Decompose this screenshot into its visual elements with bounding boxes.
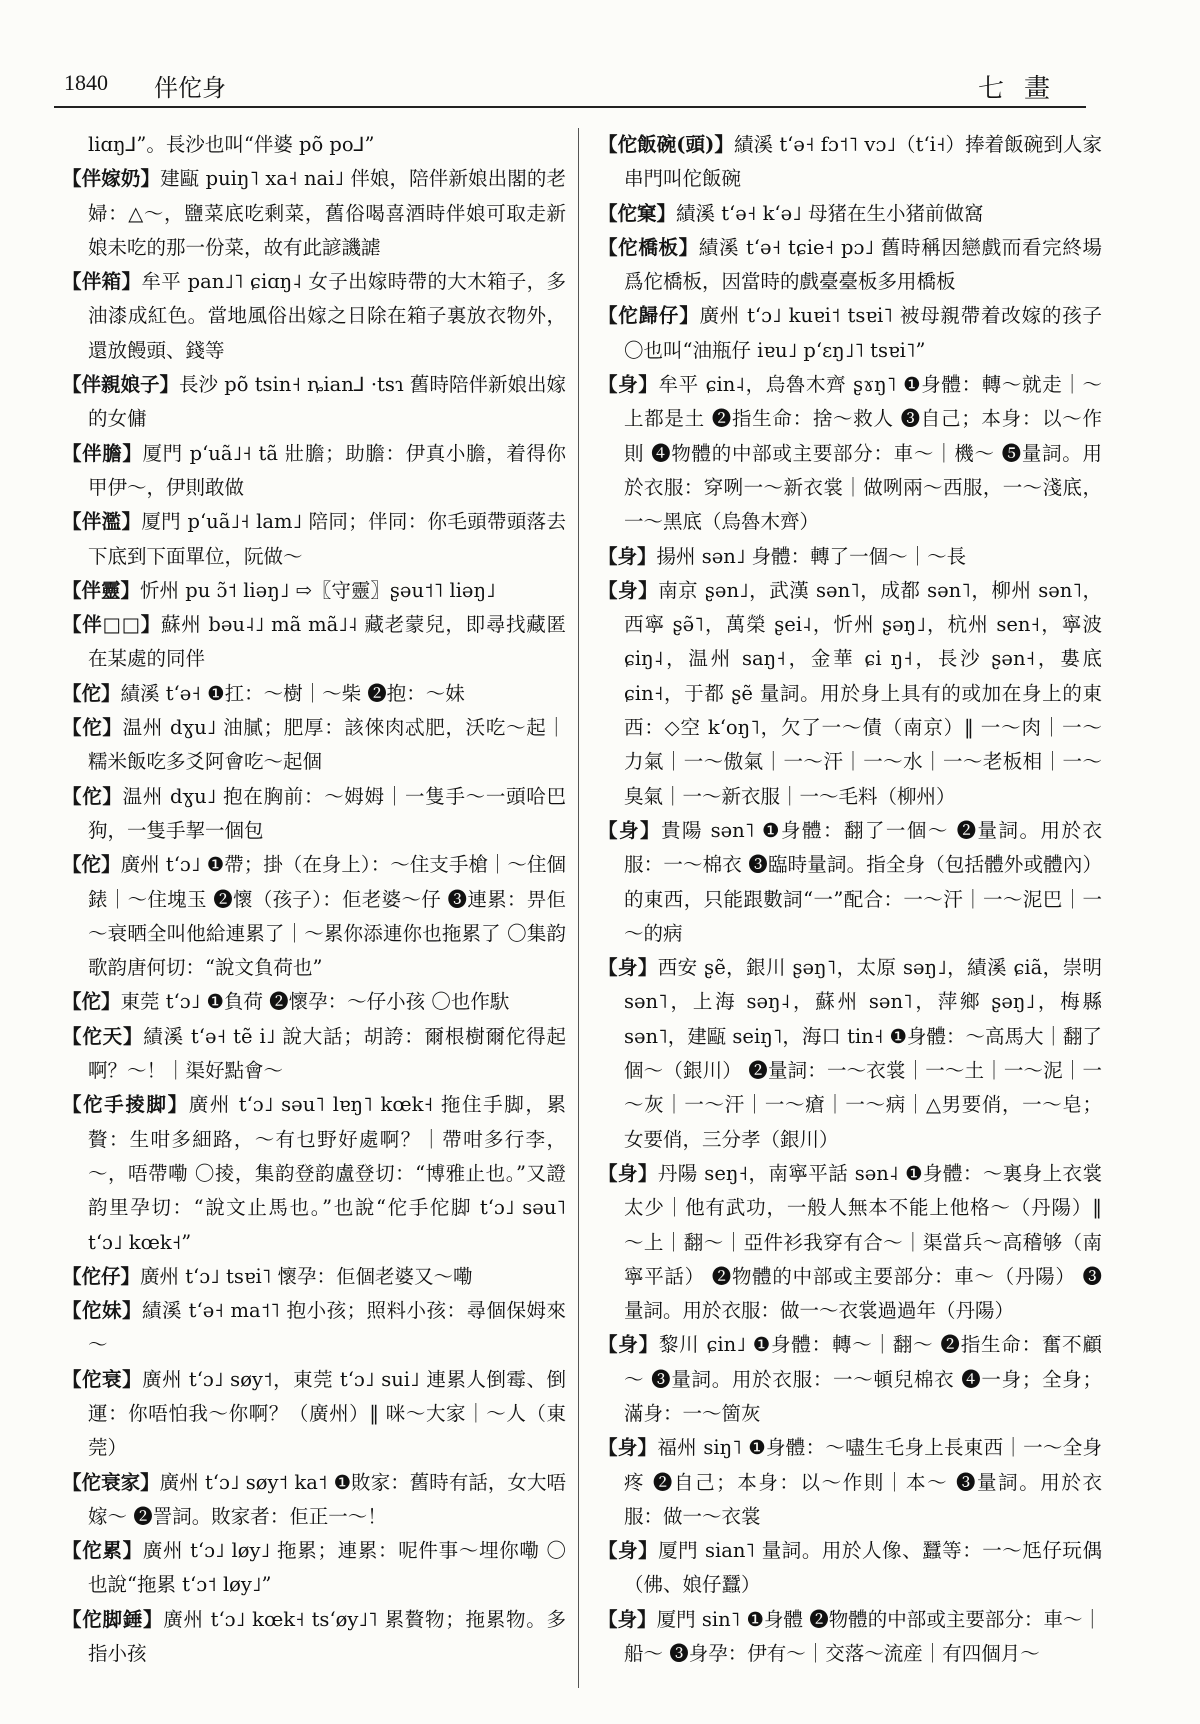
entry-definition: 廣州 tʻɔ˩ søy˦ ka˦ ❶敗家：舊時有話，女大唔嫁～ ❷詈詞。敗家者：佢正一～！ [88, 1470, 566, 1528]
entry-headword: 【佗】 [62, 784, 123, 808]
entry-definition: 厦門 sin˥ ❶身體 ❷物體的中部或主要部分：車～｜船～ ❸身孕：伊有～｜交落～流産｜有四個月～ [624, 1607, 1102, 1666]
dictionary-entry [62, 265, 566, 368]
entry-headword: 【佗累】 [62, 1539, 143, 1563]
dictionary-entry [62, 128, 566, 162]
dictionary-entry [62, 574, 566, 608]
dictionary-entry [598, 540, 1102, 574]
entry-headword: 【佗衰】 [62, 1367, 143, 1391]
entry-headword: 【伴箱】 [62, 270, 142, 294]
entry-definition: 揚州 sən˩ 身體：轉了一個～｜～長 [656, 544, 967, 568]
entry-headword: 【佗歸仔】 [598, 304, 700, 328]
entry-definition: 厦門 pʻuã˩˧ lam˩ 陪同；伴同：你毛頭帶頭落去下底到下面單位，阮做～ [88, 510, 566, 568]
entry-definition: 廣州 tʻɔ˩ kuɐi˦ tsɐi˥ 被母親帶着改嫁的孩子 〇也叫“油瓶仔 iɐu˩ pʻɛŋ˩˥ tsɐi˥” [624, 304, 1102, 362]
entry-definition: 福州 siŋ˥ ❶身體：～嚍生乇身上長東西｜一～全身疼 ❷自己；本身：以～作則｜本～ ❸量詞。用於衣服：做一～衣裳 [624, 1436, 1102, 1528]
dictionary-entry [62, 505, 566, 574]
dictionary-entry [598, 1328, 1102, 1431]
dictionary-entry [62, 437, 566, 506]
dictionary-entry [62, 608, 566, 677]
dictionary-entry [62, 1534, 566, 1603]
entry-headword: 【伴濫】 [62, 510, 142, 534]
entry-headword: 【佗】 [62, 716, 123, 740]
left-column [62, 128, 566, 1688]
entry-headword: 【佗】 [62, 681, 121, 705]
entry-definition: 牟平 pan˩˥ ɕiɑŋ˨ 女子出嫁時帶的大木箱子，多油漆成紅色。當地風俗出嫁之日除在箱子裏放衣物外，還放饅頭、錢等 [88, 270, 566, 362]
entry-headword: 【身】 [598, 578, 659, 602]
dictionary-entry [62, 368, 566, 437]
entry-headword: 【身】 [598, 956, 658, 980]
entry-headword: 【身】 [598, 373, 659, 397]
dictionary-entry [598, 574, 1102, 814]
entry-definition: 績溪 tʻə˧ tẽ i˩ 說大話；胡誇：爾根樹爾佗得起啊？～！｜渠好點會～ [88, 1024, 566, 1083]
dictionary-entry [598, 1603, 1102, 1672]
entry-headword: 【身】 [598, 544, 657, 568]
entry-definition: 厦門 sian˥ 量詞。用於人像、蠶等：一～尪仔玩偶（佛、娘仔蠶） [624, 1539, 1102, 1597]
dictionary-entry [598, 368, 1102, 539]
entry-definition: 廣州 tʻɔ˩ ❶帶；掛（在身上）：～住支手槍｜～住個錶｜～住塊玉 ❷懷（孩子）：佢老婆～仔 ❸連累：畀佢～衰晒全叫他給連累了｜～累你添連你也拖累了 〇集韵歌韵唐何切：“說文負荷也” [88, 853, 566, 980]
page-header [54, 62, 1086, 108]
column-divider [578, 128, 579, 1688]
dictionary-entry [598, 197, 1102, 231]
entry-definition: 績溪 tʻə˧ fɔ˦˥ vɔ˩（tʻi˧）捧着飯碗到人家串門叫佗飯碗 [624, 133, 1102, 191]
dictionary-entry [62, 1260, 566, 1294]
entry-headword: 【身】 [598, 1333, 659, 1357]
dictionary-entry [62, 985, 566, 1019]
entry-headword: 【佗仔】 [62, 1264, 141, 1288]
dictionary-entry [598, 1157, 1102, 1328]
entry-definition: 牟平 ɕin˨，烏魯木齊 ʂɤŋ˥ ❶身體：轉～就走｜～上都是土 ❷指生命：捨～救人 ❸自己；本身：以～作則 ❹物體的中部或主要部分：車～｜機～ ❺量詞。用於衣服：穿咧一～新衣裳｜做咧兩～西服，一～淺底，一～黑底（烏魯木齊） [624, 373, 1102, 534]
entry-definition: 黎川 ɕin˩ ❶身體：轉～｜翻～ ❷指生命：奮不顧～ ❸量詞。用於衣服：一～頓兒棉衣 ❹一身；全身；滿身：一～箇灰 [624, 1333, 1102, 1425]
dictionary-entry [62, 1363, 566, 1466]
entry-headword: 【伴靈】 [62, 578, 141, 602]
entry-definition: 廣州 tʻɔ˩ tsɐi˥ 懷孕：佢個老婆又～嘞 [140, 1264, 473, 1288]
dictionary-entry [598, 1534, 1102, 1603]
entry-headword: 【伴□□】 [62, 613, 161, 637]
entry-headword: 【身】 [598, 818, 661, 842]
entry-definition: 温州 dɣu˩ 抱在胸前：～姆姆｜一隻手～一頭哈巴狗，一隻手挈一個包 [88, 784, 566, 842]
entry-definition: 績溪 tʻə˧ kʻə˩ 母猪在生小猪前做窩 [676, 201, 984, 225]
entry-headword: 【伴膽】 [62, 441, 143, 465]
page-number: 1840 [64, 70, 108, 95]
entry-definition: 建甌 puiŋ˥ xa˧ nai˩ 伴娘，陪伴新娘出閣的老婦：△～，鹽菜底吃剩菜，舊俗喝喜酒時伴娘可取走新娘未吃的那一份菜，故有此諺譏謔 [88, 167, 566, 259]
entry-definition: liɑŋ⅃”。長沙也叫“伴婆 põ po⅃” [88, 133, 375, 156]
entry-definition: 西安 ʂẽ，銀川 ʂəŋ˥，太原 səŋ˩，績溪 ɕiã，崇明 sən˥，上海 səŋ˨，蘇州 sən˥，萍鄉 ʂəŋ˩，梅縣 sən˥，建甌 seiŋ˥，海口 tin˧ ❶身體：～高馬大｜翻了個～（銀川） ❷量詞：一～衣裳｜一～土｜一～泥｜一～灰｜一～汗｜一～瘡｜一～病｜△男要俏，一～皂；女要俏，三分孝（銀川） [624, 956, 1102, 1151]
dictionary-entry [62, 1020, 566, 1089]
entry-definition: 績溪 tʻə˧ tɕie˧ pɔ˩ 舊時稱因戀戲而看完終場爲佗橋板，因當時的戲臺臺板多用橋板 [624, 235, 1102, 294]
dictionary-entry [62, 1466, 566, 1535]
entry-headword: 【佗衰家】 [62, 1470, 160, 1494]
dictionary-entry [598, 1431, 1102, 1534]
dictionary-entry [62, 162, 566, 265]
dictionary-entry [62, 1603, 566, 1672]
entry-headword: 【身】 [598, 1436, 658, 1460]
dictionary-entry [598, 231, 1102, 300]
section-label: 七畫 [977, 74, 1070, 104]
dictionary-entry [598, 814, 1102, 951]
entry-headword: 【佗脚錘】 [62, 1607, 164, 1631]
entry-headword: 【佗妹】 [62, 1299, 142, 1323]
entry-headword: 【佗天】 [62, 1024, 144, 1048]
dictionary-entry [598, 951, 1102, 1157]
entry-definition: 東莞 tʻɔ˩ ❶負荷 ❷懷孕：～仔小孩 〇也作馱 [120, 990, 510, 1014]
entry-definition: 忻州 pu ɔ̃˦ liəŋ˩ ⇨〖守靈〗ʂəu˦˥ liəŋ˩ [140, 578, 496, 602]
entry-headword: 【伴親娘子】 [62, 373, 180, 397]
entry-definition: 温州 dɣu˩ 油膩；肥厚：該倈肉忒肥，沃吃～起｜糯米飯吃多爻阿會吃～起個 [88, 716, 566, 774]
dictionary-entry [62, 780, 566, 849]
entry-definition: 廣州 tʻɔ˩ kœk˧ tsʻøy˩˥ 累贅物；拖累物。多指小孩 [88, 1607, 566, 1666]
entry-definition: 廣州 tʻɔ˩ løy˩ 拖累；連累：呢件事～埋你嘞 〇也說“拖累 tʻɔ˦ løy˩” [88, 1539, 566, 1597]
entry-headword: 【佗】 [62, 990, 121, 1014]
dictionary-entry [62, 848, 566, 985]
entry-headword: 【身】 [598, 1161, 658, 1185]
dictionary-entry [62, 711, 566, 780]
entry-headword: 【佗橋板】 [598, 235, 699, 259]
entry-headword: 【佗飯碗(頭)】 [598, 133, 734, 156]
entry-definition: 蘇州 bəu˨˩ mã mã˩˨ 藏老蒙兒，即尋找藏匿在某處的同伴 [88, 613, 566, 671]
entry-definition: 厦門 pʻuã˩˧ tã 壯膽；助膽：伊真小膽，着得你甲伊～，伊則敢做 [88, 441, 566, 499]
entry-definition: 長沙 põ tsin˧ ȵian⅃ ·tsɿ 舊時陪伴新娘出嫁的女傭 [88, 373, 566, 431]
entry-definition: 廣州 tʻɔ˩ səu˥ lɐŋ˥ kœk˧ 拖住手脚，累贅：生咁多細路，～有乜野好處啊？｜帶咁多行李，～，唔帶嘞 〇掕，集韵登韵盧登切：“博雅止也。”又證韵里孕切：“說文止馬也。”也說“佗手佗脚 tʻɔ˩ səu˥ tʻɔ˩ kœk˧” [88, 1093, 566, 1254]
entry-definition: 貴陽 sən˥ ❶身體：翻了一個～ ❷量詞。用於衣服：一～棉衣 ❸臨時量詞。指全身（包括體外或體內）的東西，只能跟數詞“一”配合：一～汗｜一～泥巴｜一～的病 [624, 818, 1102, 945]
entry-headword: 【佗手掕脚】 [62, 1093, 189, 1117]
entry-definition: 績溪 tʻə˧ ❶扛：～樹｜～柴 ❷抱：～妹 [120, 681, 465, 705]
dictionary-entry [62, 1294, 566, 1363]
dictionary-entry [62, 677, 566, 711]
dictionary-entry [62, 1088, 566, 1259]
entry-definition: 績溪 tʻə˧ ma˦˥ 抱小孩；照料小孩：尋個保姆來～ [88, 1299, 566, 1357]
entry-headword: 【身】 [598, 1607, 657, 1631]
entry-definition: 廣州 tʻɔ˩ søy˦，東莞 tʻɔ˩ sui˩ 連累人倒霉、倒運：你唔怕我～你啊？（廣州）‖ 咪～大家｜～人（東莞） [88, 1367, 566, 1460]
right-column [598, 128, 1102, 1688]
running-title: 伴佗身 [154, 74, 226, 102]
dictionary-entry [598, 299, 1102, 368]
entry-headword: 【佗】 [62, 853, 121, 877]
entry-headword: 【伴嫁奶】 [62, 167, 161, 191]
entry-headword: 【身】 [598, 1539, 659, 1563]
entry-definition: 丹陽 seŋ˧，南寧平話 sən˨ ❶身體：～裏身上衣裳太少｜他有武功，一般人無本不能上他格～（丹陽）‖ ～上｜翻～｜亞件衫我穿有合～｜渠當兵～高稽够（南寧平話） ❷物體的中部或主要部分：車～（丹陽） ❸量詞。用於衣服：做一～衣裳過過年（丹陽） [624, 1161, 1102, 1323]
dictionary-entry [598, 128, 1102, 197]
entry-headword: 【佗窠】 [598, 201, 677, 225]
entry-definition: 南京 ʂən˩，武漢 sən˥，成都 sən˥，柳州 sən˥，西寧 ʂə̃˥，萬榮 ʂei˨，忻州 ʂəŋ˩，杭州 sen˧，寧波 ɕiŋ˨，温州 saŋ˧，金華 ɕi ŋ˧，長沙 ʂən˧，婁底 ɕin˧，于都 ʂẽ 量詞。用於身上具有的或加在身上的東西：◇空 kʻoŋ˥，欠了一～債（南京）‖ 一～肉｜一～力氣｜一～傲氣｜一～汗｜一～水｜一～老板相｜一～臭氣｜一～新衣服｜一～毛料（柳州） [624, 578, 1102, 808]
